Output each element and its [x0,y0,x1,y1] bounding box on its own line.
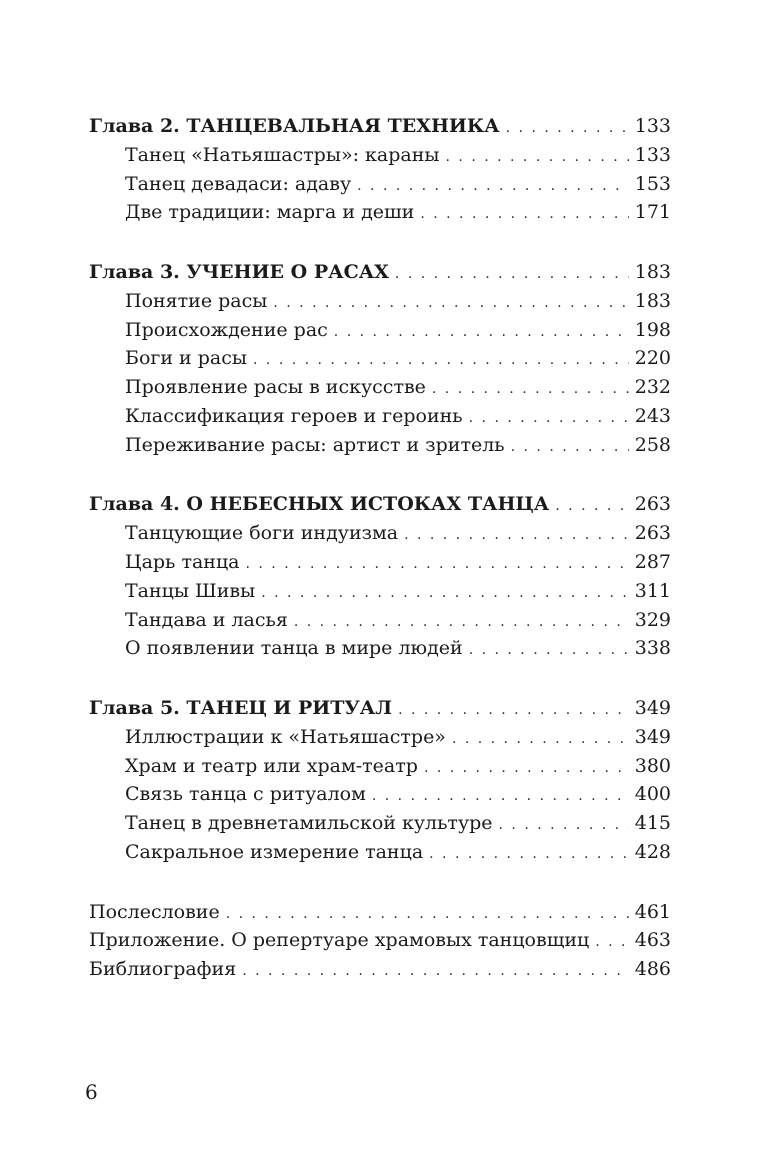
page-ref: 153 [634,172,671,195]
dot-leader [506,114,629,143]
toc-section-entry[interactable] [89,344,671,373]
section-title: Танцующие боги индуизма [125,522,399,545]
section-title: Танец в древнетамильской культуре [125,812,493,835]
dot-leader [334,318,629,347]
toc-section-entry[interactable] [89,431,671,460]
chapter-4 [89,490,671,663]
dot-leader [357,172,629,201]
backmatter-title: Библиография [89,958,237,981]
section-title: Сакральное измерение танца [125,840,424,863]
section-title: Происхождение рас [125,318,328,341]
toc-section-entry[interactable] [89,373,671,402]
toc-section-entry[interactable] [89,752,671,781]
toc-backmatter-entry[interactable] [89,955,671,984]
toc-chapter-entry[interactable] [89,694,671,723]
dot-leader [595,928,629,957]
toc-section-entry[interactable] [89,519,671,548]
page-number: 6 [85,1080,98,1104]
section-title: Танец «Натьяшастры»: караны [125,143,440,166]
dot-leader [469,636,629,665]
section-title: Танец девадаси: адаву [125,172,352,195]
chapter-title: Глава 5. ТАНЕЦ И РИТУАЛ [89,696,393,719]
backmatter-title: Послесловие [89,900,220,923]
page-ref: 338 [634,637,671,660]
page-ref: 133 [634,115,671,137]
dot-leader [429,840,629,869]
toc-section-entry[interactable] [89,141,671,170]
page-ref: 232 [634,376,671,399]
toc-section-entry[interactable] [89,634,671,663]
page-ref: 329 [634,608,671,631]
dot-leader [398,696,629,725]
table-of-contents [89,112,671,1015]
dot-leader [424,754,629,783]
toc-section-entry[interactable] [89,198,671,227]
dot-leader [273,289,628,318]
dot-leader [499,811,629,840]
section-title: Царь танца [125,550,240,573]
toc-section-entry[interactable] [89,606,671,635]
dot-leader [395,260,629,289]
page-ref: 243 [634,404,671,427]
chapter-3 [89,258,671,460]
page-ref: 311 [634,579,671,602]
back-matter [89,898,671,984]
section-title: О появлении танца в мире людей [125,637,463,660]
section-title: Тандава и ласья [125,608,288,631]
dot-leader [511,433,629,462]
toc-chapter-entry[interactable] [89,490,671,519]
page-ref: 287 [634,550,671,573]
dot-leader [253,346,629,375]
dot-leader [294,608,629,637]
page-ref: 349 [634,696,671,719]
section-title: Иллюстрации к «Натьяшастре» [125,725,446,748]
chapter-title: Глава 4. О НЕБЕСНЫХ ИСТОКАХ ТАНЦА [89,493,550,516]
toc-chapter-entry[interactable] [89,112,671,141]
section-title: Связь танца с ритуалом [125,783,366,806]
dot-leader [432,375,629,404]
toc-section-entry[interactable] [89,170,671,199]
section-title: Танцы Шивы [125,579,256,602]
page-ref: 415 [634,812,671,835]
chapter-2 [89,112,671,227]
page-ref: 263 [634,493,671,516]
toc-section-entry[interactable] [89,316,671,345]
chapter-title: Глава 3. УЧЕНИЕ О РАСАХ [89,260,389,283]
page-ref: 400 [634,783,671,806]
page-ref: 486 [634,958,671,981]
toc-section-entry[interactable] [89,780,671,809]
section-title: Две традиции: марга и деши [125,201,415,224]
toc-section-entry[interactable] [89,809,671,838]
toc-section-entry[interactable] [89,548,671,577]
toc-section-entry[interactable] [89,577,671,606]
toc-backmatter-entry[interactable] [89,898,671,927]
page-ref: 461 [634,900,671,923]
dot-leader [555,492,628,521]
dot-leader [246,550,629,579]
dot-leader [242,957,629,986]
page-ref: 258 [634,433,671,456]
page-ref: 380 [634,754,671,777]
dot-leader [372,782,629,811]
toc-backmatter-entry[interactable] [89,926,671,955]
section-title: Боги и расы [125,347,248,370]
section-title: Классификация героев и героинь [125,404,463,427]
dot-leader [404,521,629,550]
section-title: Переживание расы: артист и зритель [125,433,505,456]
dot-leader [261,579,629,608]
toc-section-entry[interactable] [89,402,671,431]
page-ref: 183 [634,289,671,312]
toc-section-entry[interactable] [89,723,671,752]
page-ref: 263 [634,522,671,545]
page-ref: 428 [634,840,671,863]
page-ref: 463 [634,929,671,952]
section-title: Храм и театр или храм-театр [125,754,418,777]
page-ref: 133 [634,143,671,166]
dot-leader [452,725,629,754]
chapter-5 [89,694,671,867]
toc-section-entry[interactable] [89,838,671,867]
section-title: Проявление расы в искусстве [125,376,426,399]
chapter-title: Глава 2. ТАНЦЕВАЛЬНАЯ ТЕХНИКА [89,115,500,137]
dot-leader [226,900,629,929]
toc-section-entry[interactable] [89,287,671,316]
backmatter-title: Приложение. О репертуаре храмовых танцовщиц [89,929,590,952]
section-title: Понятие расы [125,289,268,312]
page-ref: 183 [634,260,671,283]
dot-leader [446,143,629,172]
dot-leader [420,200,628,229]
page-ref: 198 [634,318,671,341]
page-ref: 220 [634,347,671,370]
dot-leader [469,404,629,433]
toc-chapter-entry[interactable] [89,258,671,287]
page-ref: 171 [634,201,671,224]
page-ref: 349 [634,725,671,748]
